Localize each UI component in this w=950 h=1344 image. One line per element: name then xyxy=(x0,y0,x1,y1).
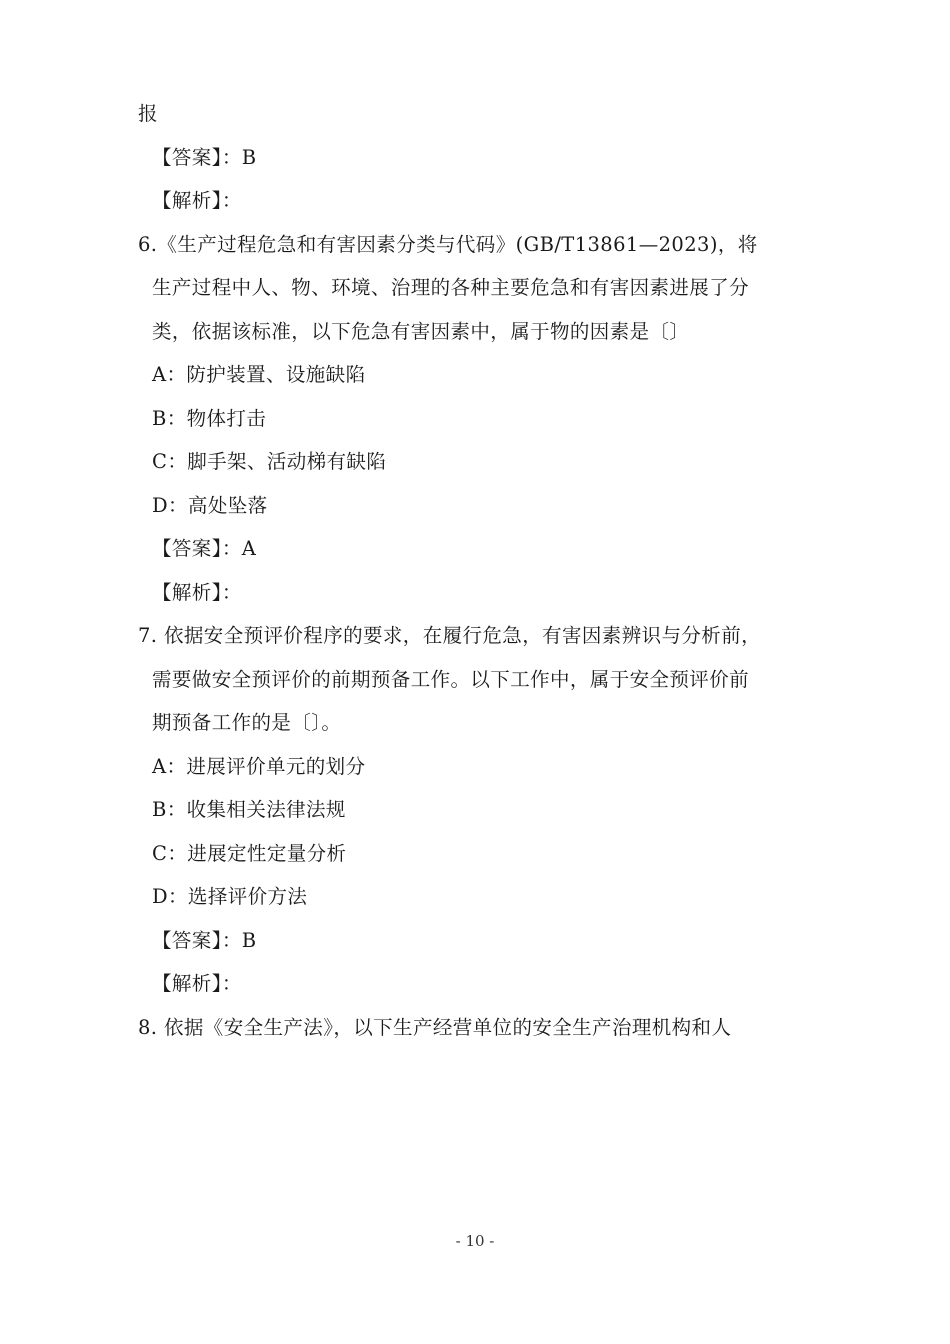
text-line: 报 xyxy=(138,102,158,125)
option-line-b: B：收集相关法律法规 xyxy=(152,798,346,821)
answer-line: 【答案】：B xyxy=(152,928,257,952)
question-line: 7. 依据安全预评价程序的要求，在履行危急，有害因素辨识与分析前， xyxy=(138,624,762,647)
question-line: 类，依据该标准，以下危急有害因素中，属于物的因素是〔〕 xyxy=(152,319,690,343)
question-line: 期预备工作的是〔〕。 xyxy=(152,711,342,734)
option-line-b: B：物体打击 xyxy=(152,406,267,430)
analysis-line: 【解析】： xyxy=(152,580,242,604)
question-line: 8. 依据《安全生产法》，以下生产经营单位的安全生产治理机构和人 xyxy=(138,1015,732,1039)
option-line-a: A：进展评价单元的划分 xyxy=(152,754,366,778)
question-line: 生产过程中人、物、环境、治理的各种主要危急和有害因素进展了分 xyxy=(152,276,750,299)
analysis-line: 【解析】： xyxy=(152,189,242,212)
option-line-c: C：进展定性定量分析 xyxy=(152,841,347,865)
option-line-c: C：脚手架、活动梯有缺陷 xyxy=(152,450,387,473)
option-line-d: D：选择评价方法 xyxy=(152,885,308,908)
page-number: - 10 - xyxy=(455,1232,495,1250)
question-line: 6.《生产过程危急和有害因素分类与代码》(GB/T13861—2023)，将 xyxy=(138,232,758,256)
analysis-line: 【解析】： xyxy=(152,972,242,995)
option-line-a: A：防护装置、设施缺陷 xyxy=(152,363,366,386)
answer-line: 【答案】：B xyxy=(152,145,257,169)
question-line: 需要做安全预评价的前期预备工作。以下工作中，属于安全预评价前 xyxy=(152,667,750,691)
option-line-d: D：高处坠落 xyxy=(152,493,268,517)
document-body xyxy=(138,92,818,1049)
answer-line: 【答案】：A xyxy=(152,537,257,560)
